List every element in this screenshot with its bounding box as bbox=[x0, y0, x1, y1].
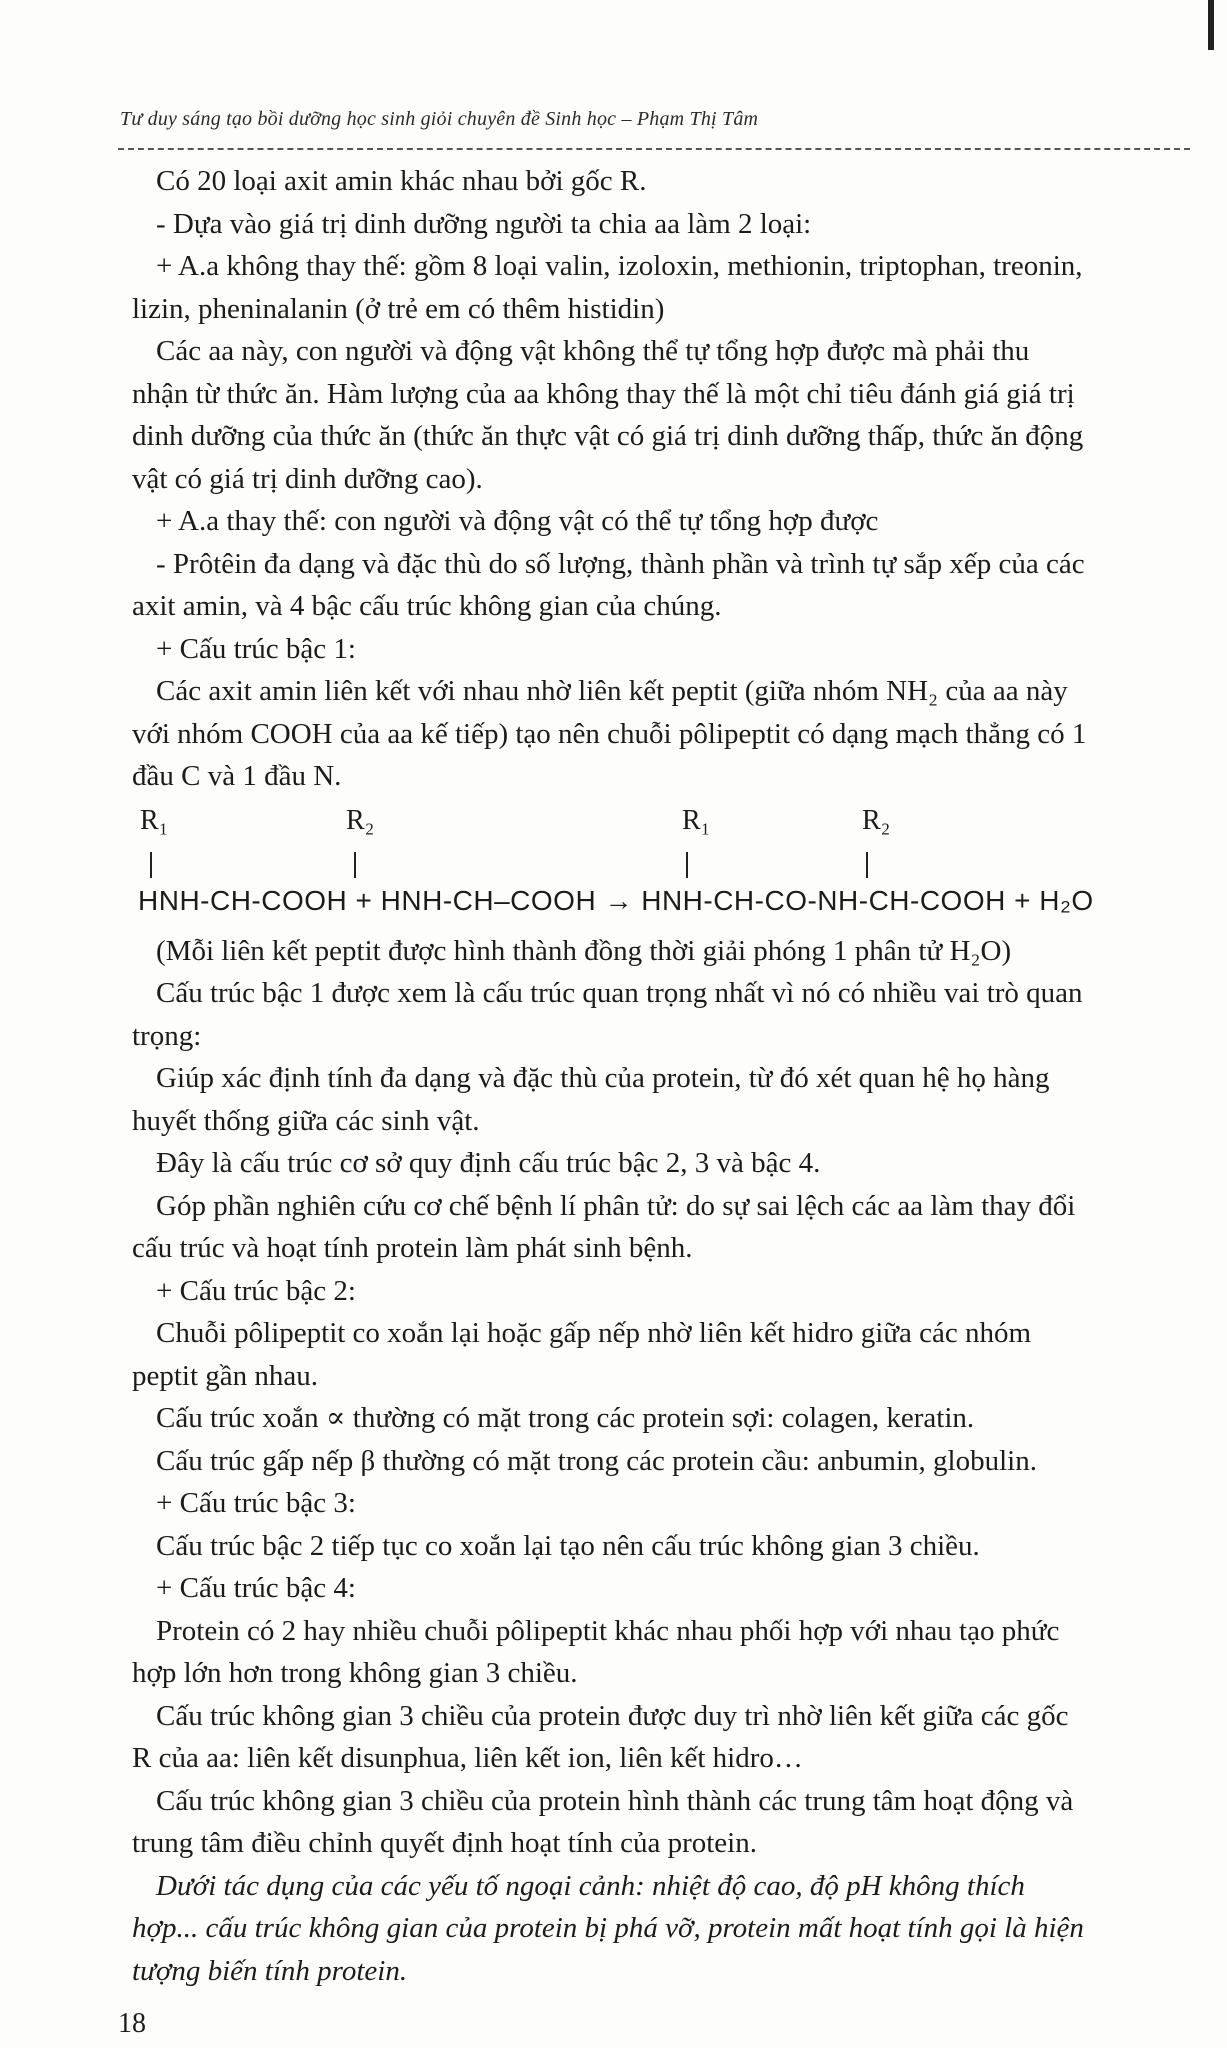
paragraph-line: - Dựa vào giá trị dinh dưỡng người ta chia aa làm 2 loại: bbox=[156, 207, 812, 240]
page-content bbox=[132, 160, 1200, 1992]
peptide-bond-formula bbox=[130, 800, 1200, 928]
page-number: 18 bbox=[118, 2008, 146, 2039]
r-group-label: R₂ bbox=[862, 804, 891, 836]
paragraph-line: + A.a không thay thế: gồm 8 loại valin, izoloxin, methionin, triptophan, treonin, bbox=[156, 250, 1083, 282]
section-heading: + Cấu trúc bậc 2: bbox=[156, 1274, 356, 1307]
r-group-label: R₂ bbox=[346, 804, 375, 836]
r-group-label: R₁ bbox=[140, 804, 169, 836]
paragraph-line: Protein có 2 hay nhiều chuỗi pôlipeptit khác nhau phối hợp với nhau tạo phức bbox=[156, 1614, 1060, 1647]
paragraph-line: đầu C và 1 đầu N. bbox=[132, 760, 342, 792]
bond-line bbox=[866, 852, 868, 878]
paragraph-line: Cấu trúc xoắn ∝ thường có mặt trong các protein sợi: colagen, keratin. bbox=[156, 1402, 975, 1434]
italic-paragraph-line: hợp... cấu trúc không gian của protein bị phá vỡ, protein mất hoạt tính gọi là hiện bbox=[132, 1912, 1084, 1944]
bond-line bbox=[686, 852, 688, 878]
bond-line bbox=[354, 852, 356, 878]
paragraph-line: Chuỗi pôlipeptit co xoắn lại hoặc gấp nếp nhờ liên kết hidro giữa các nhóm bbox=[156, 1317, 1032, 1349]
paragraph-line: nhận từ thức ăn. Hàm lượng của aa không thay thế là một chỉ tiêu đánh giá giá trị bbox=[132, 377, 1075, 410]
paragraph-line: + A.a thay thế: con người và động vật có thể tự tổng hợp được bbox=[156, 505, 879, 537]
paragraph-line: Cấu trúc không gian 3 chiều của protein được duy trì nhờ liên kết giữa các gốc bbox=[156, 1699, 1069, 1732]
paragraph-line: Giúp xác định tính đa dạng và đặc thù của protein, từ đó xét quan hệ họ hàng bbox=[156, 1062, 1050, 1094]
paragraph-line: Cấu trúc bậc 2 tiếp tục co xoắn lại tạo nên cấu trúc không gian 3 chiều. bbox=[156, 1529, 980, 1562]
bond-line bbox=[150, 852, 152, 878]
paragraph-line: cấu trúc và hoạt tính protein làm phát sinh bệnh. bbox=[132, 1232, 693, 1264]
paragraph-line: axit amin, và 4 bậc cấu trúc không gian của chúng. bbox=[132, 590, 722, 622]
paragraph-line: Cấu trúc không gian 3 chiều của protein hình thành các trung tâm hoạt động và bbox=[156, 1784, 1074, 1817]
section-heading: + Cấu trúc bậc 1: bbox=[156, 632, 356, 665]
paragraph-line: với nhóm COOH của aa kế tiếp) tạo nên chuỗi pôlipeptit có dạng mạch thẳng có 1 bbox=[132, 717, 1087, 750]
header-rule bbox=[118, 148, 1190, 150]
italic-paragraph-line: Dưới tác dụng của các yếu tố ngoại cảnh: nhiệt độ cao, độ pH không thích bbox=[156, 1869, 1025, 1902]
paragraph-line: Các aa này, con người và động vật không thể tự tổng hợp được mà phải thu bbox=[156, 335, 1030, 367]
paragraph-line: hợp lớn hơn trong không gian 3 chiều. bbox=[132, 1657, 578, 1689]
section-heading: + Cấu trúc bậc 4: bbox=[156, 1572, 356, 1604]
paragraph-line: trung tâm điều chỉnh quyết định hoạt tính của protein. bbox=[132, 1827, 757, 1859]
chemical-equation: HNH-CH-COOH + HNH-CH–COOH → HNH-CH-CO-NH-CH-COOH + H₂O bbox=[138, 884, 1094, 916]
paragraph-line: trọng: bbox=[132, 1019, 202, 1052]
paragraph-line: Đây là cấu trúc cơ sở quy định cấu trúc bậc 2, 3 và bậc 4. bbox=[156, 1147, 821, 1179]
paragraph-line: - Prôtêin đa dạng và đặc thù do số lượng, thành phần và trình tự sắp xếp của các bbox=[156, 547, 1085, 580]
running-header: Tư duy sáng tạo bồi dưỡng học sinh giỏi chuyên đề Sinh học – Phạm Thị Tâm bbox=[120, 108, 759, 130]
paragraph-line: Cấu trúc gấp nếp β thường có mặt trong các protein cầu: anbumin, globulin. bbox=[156, 1444, 1037, 1477]
paragraph-line: (Mỗi liên kết peptit được hình thành đồng thời giải phóng 1 phân tử H₂O) bbox=[156, 934, 1012, 967]
paragraph-line: huyết thống giữa các sinh vật. bbox=[132, 1104, 480, 1137]
paragraph-line: lizin, pheninalanin (ở trẻ em có thêm histidin) bbox=[132, 292, 665, 325]
paragraph-line: Cấu trúc bậc 1 được xem là cấu trúc quan trọng nhất vì nó có nhiều vai trò quan bbox=[156, 977, 1083, 1009]
paragraph-line: dinh dưỡng của thức ăn (thức ăn thực vật có giá trị dinh dưỡng thấp, thức ăn động bbox=[132, 420, 1084, 452]
paragraph-line: Có 20 loại axit amin khác nhau bởi gốc R. bbox=[156, 165, 647, 197]
paragraph-line: peptit gần nhau. bbox=[132, 1359, 319, 1392]
paragraph-line: Góp phần nghiên cứu cơ chế bệnh lí phân tử: do sự sai lệch các aa làm thay đổi bbox=[156, 1189, 1076, 1222]
italic-paragraph-line: tượng biến tính protein. bbox=[132, 1954, 408, 1987]
section-heading: + Cấu trúc bậc 3: bbox=[156, 1487, 356, 1519]
paragraph-line: R của aa: liên kết disunphua, liên kết ion, liên kết hidro… bbox=[132, 1742, 803, 1774]
paragraph-line: Các axit amin liên kết với nhau nhờ liên kết peptit (giữa nhóm NH₂ của aa này bbox=[156, 675, 1068, 707]
paragraph-line: vật có giá trị dinh dưỡng cao). bbox=[132, 462, 483, 495]
r-group-label: R₁ bbox=[682, 804, 711, 836]
page-edge-mark bbox=[1208, 0, 1214, 50]
